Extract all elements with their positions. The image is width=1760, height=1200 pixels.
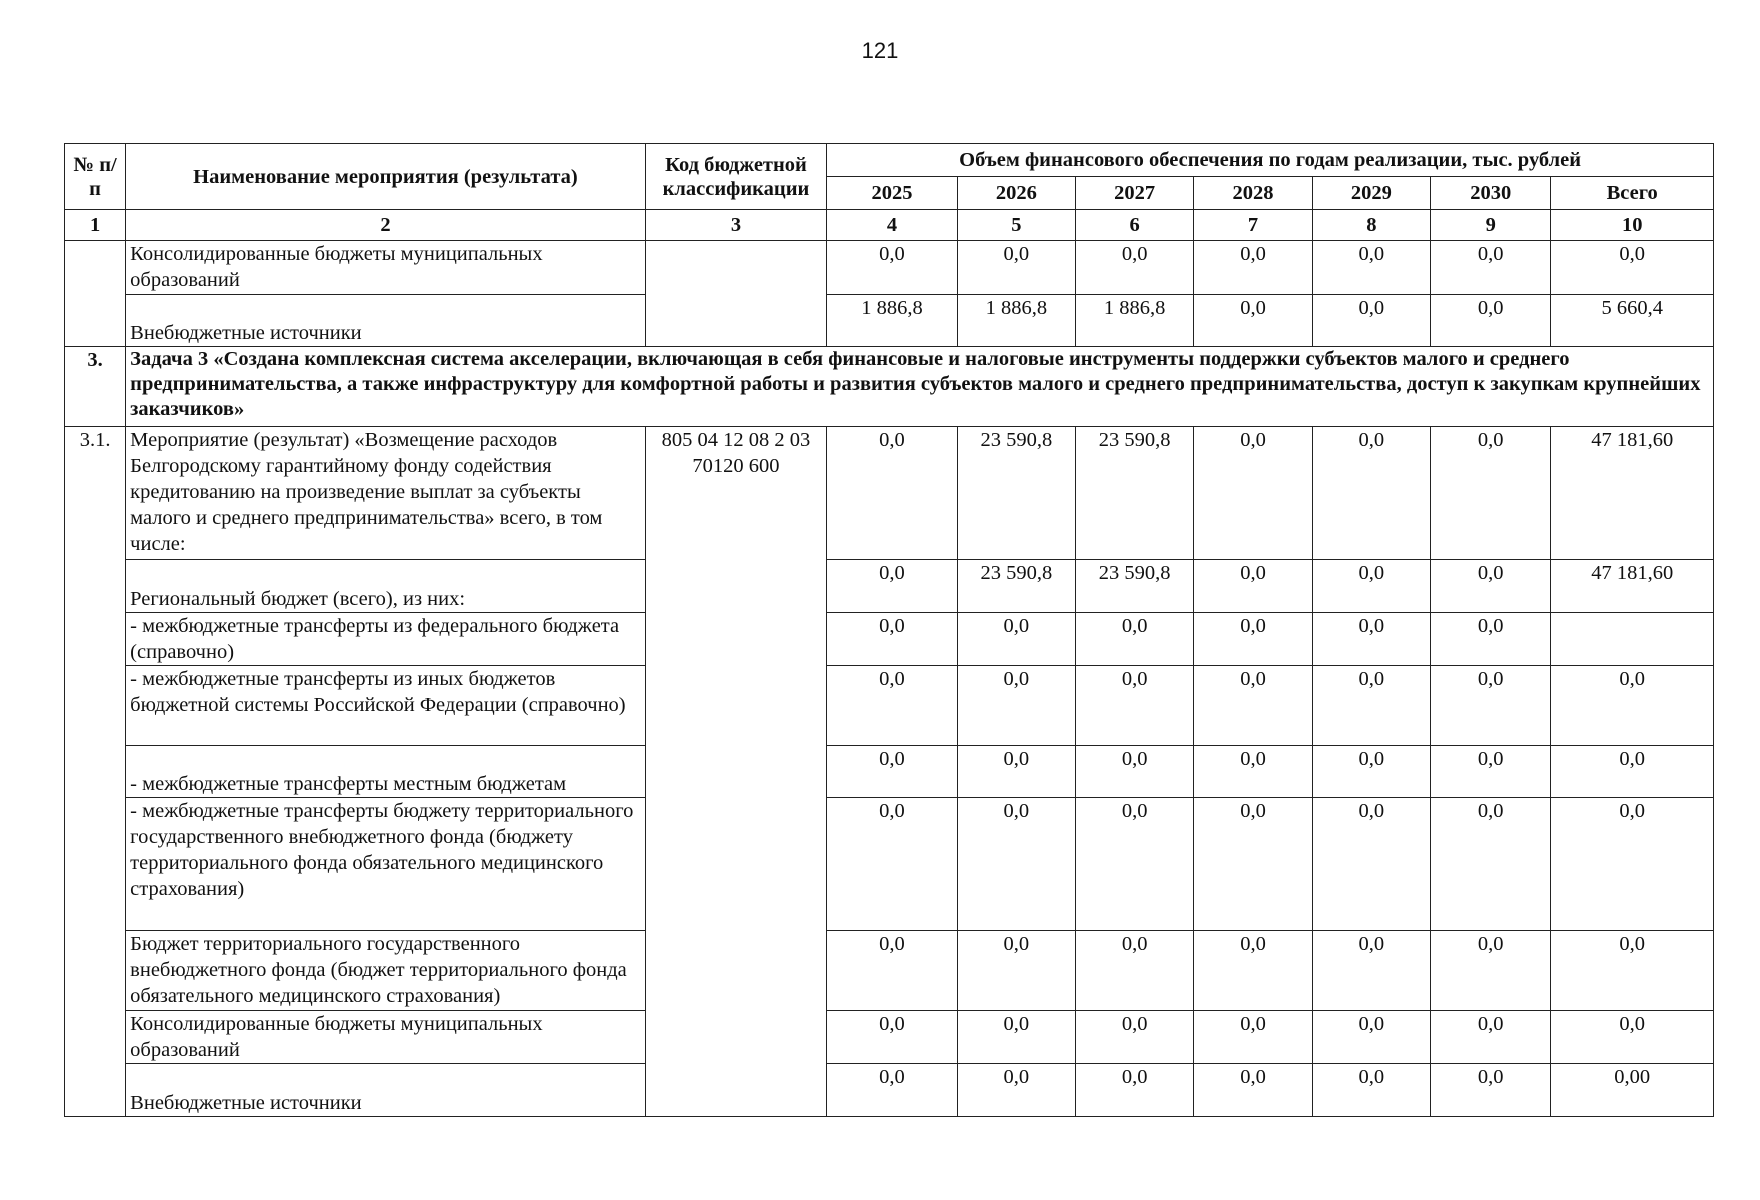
value-cell: 0,0 [1075, 746, 1193, 798]
value-cell: 0,0 [957, 613, 1075, 666]
row-name: Консолидированные бюджеты муниципальных образований [126, 241, 646, 295]
header-year: 2026 [957, 177, 1075, 210]
value-cell: 0,0 [1075, 1064, 1193, 1117]
total-cell: 0,0 [1551, 1011, 1714, 1064]
value-cell: 0,0 [827, 1011, 957, 1064]
column-number: 10 [1551, 210, 1714, 241]
total-cell: 0,0 [1551, 798, 1714, 931]
header-volume: Объем финансового обеспечения по годам реализации, тыс. рублей [827, 144, 1714, 177]
total-cell [1551, 613, 1714, 666]
row-name: - межбюджетные трансферты бюджету территориального государственного внебюджетного фонда (бюджету территориального фонда обязательного медицинского страхования) [126, 798, 646, 931]
header-year: 2027 [1075, 177, 1193, 210]
value-cell: 0,0 [827, 931, 957, 1011]
header-year: 2029 [1312, 177, 1430, 210]
budget-code: 805 04 12 08 2 03 70120 600 [645, 427, 827, 1117]
value-cell: 0,0 [1431, 666, 1551, 746]
value-cell: 0,0 [1194, 746, 1312, 798]
header-year: 2030 [1431, 177, 1551, 210]
total-cell: 0,0 [1551, 241, 1714, 295]
column-number-row [65, 210, 1714, 241]
financing-table [64, 143, 1714, 1117]
value-cell: 0,0 [1194, 427, 1312, 560]
value-cell: 0,0 [1075, 666, 1193, 746]
value-cell: 0,0 [827, 241, 957, 295]
row-name: - межбюджетные трансферты из иных бюджетов бюджетной системы Российской Федерации (справочно) [126, 666, 646, 746]
value-cell: 0,0 [1312, 746, 1430, 798]
table-row [65, 560, 1714, 613]
value-cell: 0,0 [1075, 613, 1193, 666]
table-row [65, 666, 1714, 746]
activity-number: 3.1. [65, 427, 126, 1117]
value-cell: 0,0 [1312, 798, 1430, 931]
value-cell: 0,0 [957, 241, 1075, 295]
column-number: 9 [1431, 210, 1551, 241]
value-cell: 0,0 [957, 798, 1075, 931]
total-cell: 47 181,60 [1551, 427, 1714, 560]
table-row [65, 746, 1714, 798]
value-cell: 0,0 [1431, 798, 1551, 931]
value-cell: 0,0 [1431, 427, 1551, 560]
value-cell: 0,0 [1312, 931, 1430, 1011]
value-cell: 0,0 [1194, 931, 1312, 1011]
value-cell: 0,0 [1431, 931, 1551, 1011]
value-cell: 0,0 [1312, 560, 1430, 613]
table-row [65, 427, 1714, 560]
value-cell: 0,0 [1312, 295, 1430, 347]
value-cell: 0,0 [1194, 666, 1312, 746]
row-name: Региональный бюджет (всего), из них: [126, 560, 646, 613]
page-number: 121 [861, 38, 899, 63]
value-cell: 1 886,8 [1075, 295, 1193, 347]
value-cell: 0,0 [1312, 613, 1430, 666]
value-cell: 0,0 [1431, 613, 1551, 666]
row-name: Мероприятие (результат) «Возмещение расходов Белгородскому гарантийному фонду содействия кредитованию на произведение выплат за субъекты малого и среднего предпринимательства» всего, в том числе: [126, 427, 646, 560]
value-cell: 0,0 [827, 798, 957, 931]
value-cell: 0,0 [1194, 241, 1312, 295]
value-cell: 0,0 [1431, 295, 1551, 347]
value-cell: 0,0 [1194, 295, 1312, 347]
value-cell: 0,0 [827, 666, 957, 746]
table-row [65, 613, 1714, 666]
task-row [65, 347, 1714, 427]
header-row [65, 144, 1714, 177]
value-cell: 0,0 [1312, 1064, 1430, 1117]
row-name: Внебюджетные источники [126, 295, 646, 347]
table-row [65, 1064, 1714, 1117]
column-number: 6 [1075, 210, 1193, 241]
total-cell: 0,0 [1551, 666, 1714, 746]
value-cell: 0,0 [1075, 931, 1193, 1011]
value-cell: 0,0 [1431, 241, 1551, 295]
value-cell: 0,0 [957, 1064, 1075, 1117]
value-cell: 0,0 [827, 427, 957, 560]
value-cell: 1 886,8 [827, 295, 957, 347]
value-cell: 0,0 [957, 666, 1075, 746]
task-number: 3. [65, 347, 126, 427]
task-title: Задача 3 «Создана комплексная система акселерации, включающая в себя финансовые и налоговые инструменты поддержки субъектов малого и среднего предпринимательства, а также инфраструктуру для комфортной работы и развития субъектов малого и среднего предпринимательства, доступ к закупкам крупнейших заказчиков» [126, 347, 1714, 427]
value-cell: 23 590,8 [1075, 560, 1193, 613]
total-cell: 5 660,4 [1551, 295, 1714, 347]
column-number: 1 [65, 210, 126, 241]
row-name: - межбюджетные трансферты местным бюджетам [126, 746, 646, 798]
row-name: Внебюджетные источники [126, 1064, 646, 1117]
value-cell: 0,0 [827, 560, 957, 613]
column-number: 7 [1194, 210, 1312, 241]
value-cell: 0,0 [957, 1011, 1075, 1064]
header-no: № п/п [65, 144, 126, 210]
column-number: 8 [1312, 210, 1430, 241]
total-cell: 0,0 [1551, 746, 1714, 798]
table-row [65, 241, 1714, 295]
total-cell: 0,0 [1551, 931, 1714, 1011]
table-row [65, 1011, 1714, 1064]
value-cell: 0,0 [1075, 241, 1193, 295]
row-name: Консолидированные бюджеты муниципальных образований [126, 1011, 646, 1064]
table-row [65, 931, 1714, 1011]
total-cell: 47 181,60 [1551, 560, 1714, 613]
value-cell: 0,0 [1075, 1011, 1193, 1064]
value-cell: 0,0 [1194, 798, 1312, 931]
value-cell: 0,0 [957, 746, 1075, 798]
value-cell: 23 590,8 [1075, 427, 1193, 560]
value-cell: 0,0 [1431, 560, 1551, 613]
value-cell: 0,0 [1431, 746, 1551, 798]
table-row [65, 798, 1714, 931]
row-number-cell [65, 241, 126, 347]
value-cell: 0,0 [1194, 1011, 1312, 1064]
value-cell: 0,0 [1075, 798, 1193, 931]
header-total: Всего [1551, 177, 1714, 210]
header-name: Наименование мероприятия (результата) [126, 144, 646, 210]
code-cell [645, 241, 827, 347]
value-cell: 0,0 [1431, 1011, 1551, 1064]
value-cell: 0,0 [1194, 560, 1312, 613]
column-number: 5 [957, 210, 1075, 241]
value-cell: 0,0 [1194, 1064, 1312, 1117]
column-number: 4 [827, 210, 957, 241]
value-cell: 23 590,8 [957, 560, 1075, 613]
value-cell: 0,0 [957, 931, 1075, 1011]
value-cell: 0,0 [1312, 427, 1430, 560]
value-cell: 1 886,8 [957, 295, 1075, 347]
value-cell: 0,0 [1312, 241, 1430, 295]
header-year: 2025 [827, 177, 957, 210]
column-number: 3 [645, 210, 827, 241]
value-cell: 23 590,8 [957, 427, 1075, 560]
value-cell: 0,0 [1194, 613, 1312, 666]
column-number: 2 [126, 210, 646, 241]
total-cell: 0,00 [1551, 1064, 1714, 1117]
header-year: 2028 [1194, 177, 1312, 210]
row-name: Бюджет территориального государственного внебюджетного фонда (бюджет территориального фонда обязательного медицинского страхования) [126, 931, 646, 1011]
value-cell: 0,0 [1431, 1064, 1551, 1117]
header-code: Код бюджетной классификации [645, 144, 827, 210]
value-cell: 0,0 [1312, 666, 1430, 746]
value-cell: 0,0 [827, 613, 957, 666]
value-cell: 0,0 [827, 1064, 957, 1117]
value-cell: 0,0 [827, 746, 957, 798]
value-cell: 0,0 [1312, 1011, 1430, 1064]
table-row [65, 295, 1714, 347]
row-name: - межбюджетные трансферты из федерального бюджета (справочно) [126, 613, 646, 666]
